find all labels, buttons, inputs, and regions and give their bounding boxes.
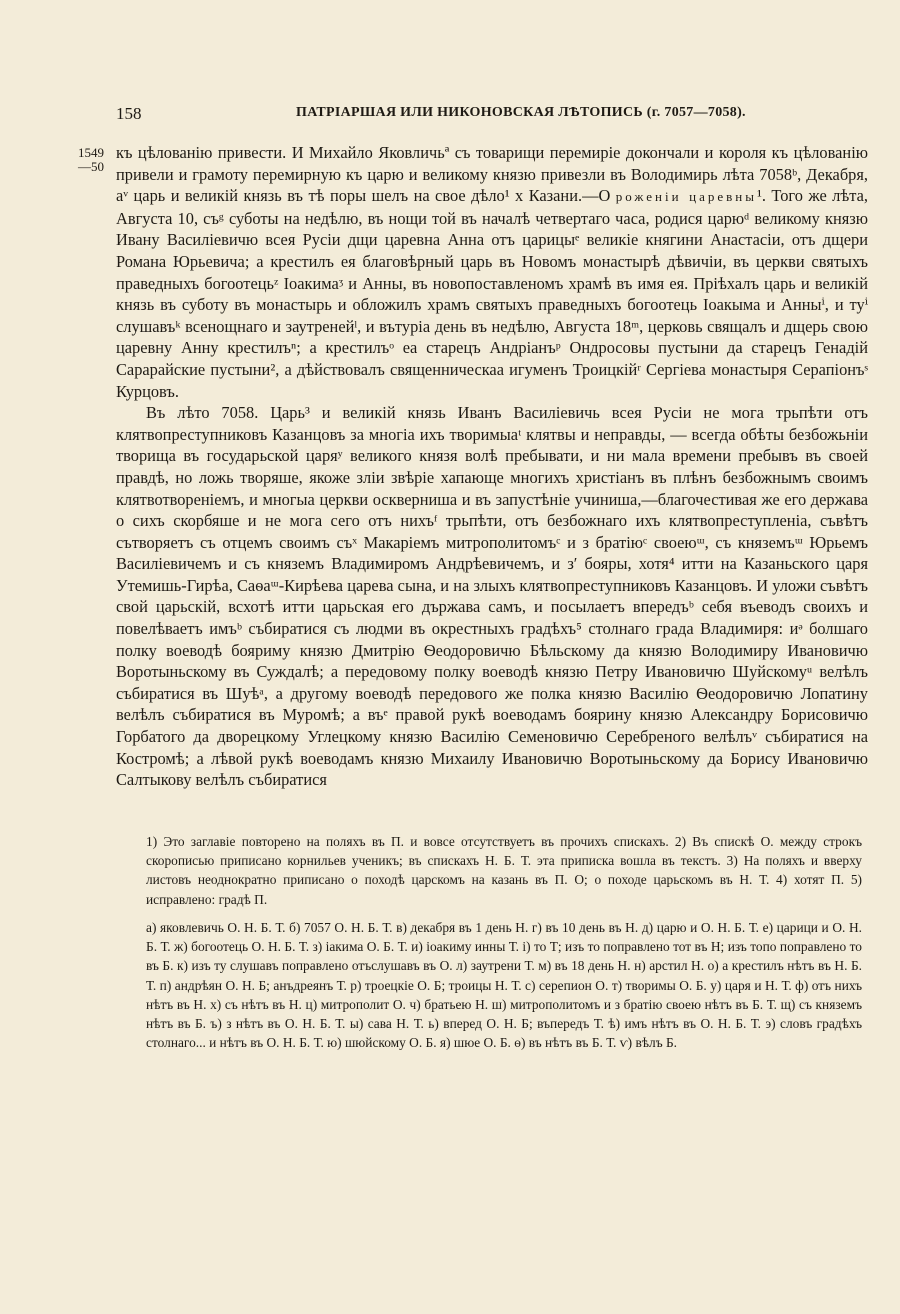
margin-year-note: 1549 —50: [78, 145, 104, 174]
variant-readings-text: а) яковлевичь О. Н. Б. Т. б) 7057 О. Н. Б. Т. в) декабря въ 1 день Н. г) въ 10 день въ Н. д) царю и О. Н. Б. Т. е) царици и О. Н. Б. Т. ж) богоотець О. Н. Б. Т. з) іакима О. Б. Т. и) іоакиму инны Т. і) то Т; изъ то поправлено тот въ Н; изъ топо поправлено то въ Б. к) изъ ту слушавъ поправлено отъслушавъ въ О. л) заутрени Т. м) въ 18 день Н. н) арстил Н. о) а крестилъ нѣтъ въ Н. Б. Т. п) андрѣян О. Н. Б; анъдреянъ Т. р) троецкіе О. Б; троицы Н. Т. с) серепион О. т) творимы О. Б. у) царя и Н. Т. ф) отъ нихъ нѣтъ въ Н. х) съ нѣтъ въ Н. ц) митрополит О. ч) братьею Н. ш) митрополитомъ и з братію своею нѣтъ въ Б. Т. щ) съ княземъ нѣтъ въ Б. ъ) з нѣтъ въ О. Н. Б. Т. ы) сава Н. Т. ь) вперед О. Н. Б; въпередъ Т. ѣ) имъ нѣтъ въ О. Н. Б. Т. э) словъ градѣхъ столнаго... и нѣтъ въ О. Н. Б. Т. ю) шюйскому О. Б. я) шюе О. Б. ѳ) въ нѣтъ въ Б. Т. ѵ) вѣлъ Б.: [146, 920, 862, 1051]
page-header: [116, 104, 756, 128]
subheading-birth-of-tsarevna: роженіи царевны: [615, 189, 757, 205]
footnotes-text: 1) Это заглавіе повторено на поляхъ въ П. и вовсе отсутствуетъ въ прочихъ спискахъ. 2) Въ спискѣ О. между строкъ скорописью приписано корнильев ученикъ; въ спискахъ Н. Б. Т. эта приписка вошла въ текстъ. 3) На поляхъ и вверху листовъ неоднократно приписано о походѣ царскомъ на казань въ П. О; о походе царьскомъ въ Н. Т. 4) хотят П. 5) исправлено: градѣ П.: [146, 834, 862, 907]
page-number: 158: [116, 104, 142, 123]
paragraph-1-text-a: къ цѣлованію привести. И Михайло Яковличьª съ товарищи перемиріе докончали и короля къ цѣлованію привели и грамоту перемирную къ царю и великому князю привезли въ Володимирь лѣта 7058ᵇ, Декабря, аᵛ царь и великій князь въ тѣ поры шелъ на свое дѣло¹ х Казани.—О: [116, 143, 868, 206]
paragraph-1: [116, 142, 868, 402]
paragraph-1-text-b: ¹. Того же лѣта, Августа 10, съᵍ суботы на недѣлю, въ нощи той въ началѣ четвертаго часа, родися царюᵈ великому князю Ивану Василіевичю всея Русіи дщи царевна Анна отъ царицыᵉ великіе княгини Анастасіи, отъ дщери Романа Юрьевича; а крестилъ ея благовѣрный царь въ Новомъ монастырѣ дѣвичіи, въ церкви святыхъ праведныхъ богоотецьᶻ Іоакимаᶾ и Анны, въ новопоставленомъ храмѣ въ имя ея. Пріѣхалъ царь и великій князь въ суботу въ монастырь и обложилъ храмъ святыхъ праведныхъ богоотець Іоакыма и Анныⁱ, и туⁱ слушавъᵏ всенощнаго и заутренейˡ, и вътуріа день въ недѣлю, Августа 18ᵐ, церковь свящалъ и дщерь свою царевну Анну крестилъⁿ; а крестилъᵒ ea старецъ Андріанъᵖ Ондросовы пустыни да старецъ Генадій Сарарайские пустыни², а дѣйствовалъ священническаа игуменъ Троицкійʳ Сергіева монастыря Серапіонъˢ Курцовъ.: [116, 186, 868, 401]
footnotes: [146, 832, 862, 909]
paragraph-2: Въ лѣто 7058. Царь³ и великій князь Иванъ Василіевичь всея Русіи не мога трьпѣти отъ клятвопреступниковъ Казанцовъ за многіа ихъ творимыаᵗ клятвы и неправды, — всегда обѣты безбожьніи творища въ государьской царяʸ великого князя волѣ пребывати, и ни мала времени пребывъ въ своей правдѣ, но ложь творяше, якоже зліи звѣріе хапающе многихъ христіанъ въ плѣнъ безбожнымъ своимъ клятвотвореніемъ, и многыа церкви оскверниша и въ запустѣніе учиниша,—благочестивая же его держава о сихъ скорбяше и не мога сего отъ нихъᶠ трьпѣти, отъ безбожнаго ихъ клятвопреступленіа, съвѣтъ сътворяетъ съ отцемъ своимъ съˣ Макаріемъ митрополитомъᶜ и з братіюᶜ своеюᵚ, съ княземъᵚ Юрьемъ Василіевичемъ и съ княземъ Владимиромъ Андрѣевичемъ, и зʹ бояры, хотя⁴ итти на Казаньского царя Утемишь-Гирѣа, Саѳаᵚ-Кирѣева царева сына, и на злыхъ клятвопреступниковъ Казанцовъ. И уложи съвѣтъ свой царьскій, всхотѣ итти царьская его държава самъ, и посылаетъ впередъᵇ себя въеводъ своихъ и повелѣваетъ имъᵇ събиратися съ людми въ окрестныхъ градѣхъ⁵ столнаго града Владимиря: иᵊ болшаго полку воеводѣ бояриму князю Дмитрію Ѳеодоровичю Бѣльскому да князю Володимиру Ивановичю Воротыньскому въ Суждалѣ; а передовому полку воеводѣ князю Петру Ивановичю Шуйскомуᵘ велѣлъ събиратися въ Шуѣᵃ, а другому воеводѣ передового же полка князю Василію Ѳеодоровичю Лопатину велѣлъ събиратися въ Муромѣ; а въᵉ правой рукѣ воеводамъ боярину князю Александру Борисовичю Горбатого да дворецкому Углецкому князю Василію Семеновичю Серебреного велѣлъᵛ събиратися на Костромѣ; а лѣвой рукѣ воеводамъ князю Михаилу Ивановичю Воротыньскому да Борису Ивановичю Салтыкову велѣлъ събиратися: [116, 403, 868, 790]
running-title: ПАТРІАРШАЯ ИЛИ НИКОНОВСКАЯ ЛѢТОПИСЬ (г. 7057—7058).: [296, 105, 746, 120]
variant-readings: [146, 918, 862, 1052]
main-text: [116, 142, 868, 791]
